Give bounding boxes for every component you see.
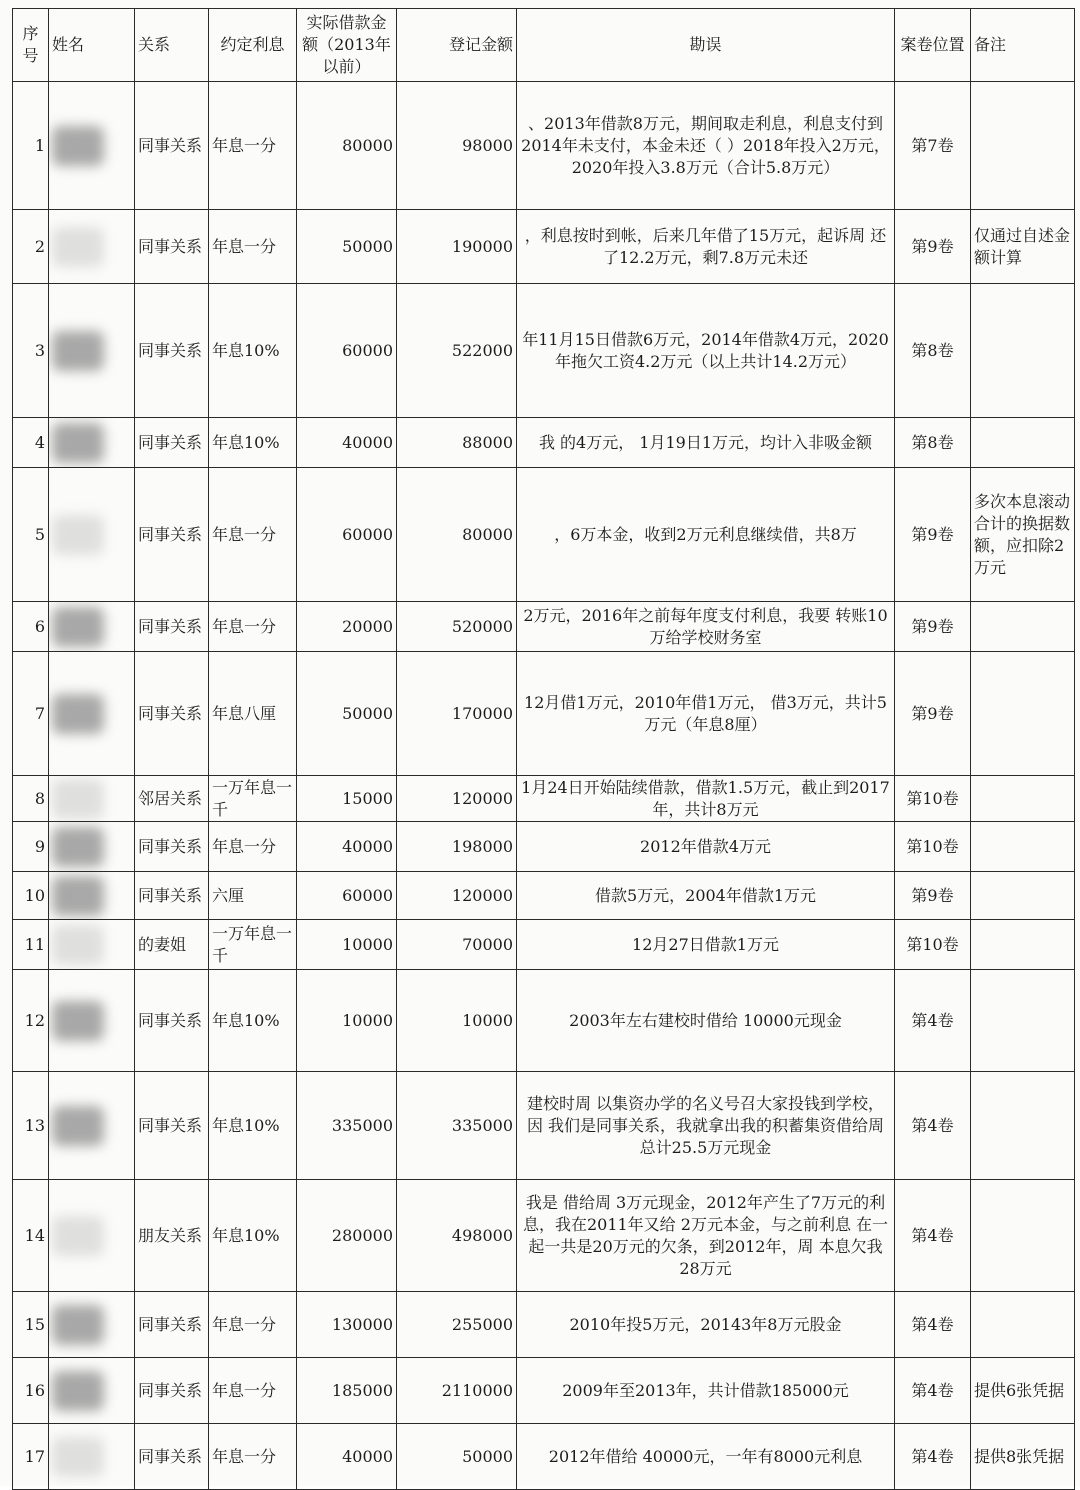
row-interest: 年息一分 <box>209 822 297 872</box>
row-interest: 年息10% <box>209 284 297 418</box>
row-note <box>971 82 1075 210</box>
row-registered: 170000 <box>397 652 517 776</box>
redacted-name <box>52 331 104 371</box>
row-interest: 年息一分 <box>209 1292 297 1358</box>
header-registered: 登记金额 <box>397 9 517 82</box>
row-name <box>49 920 135 970</box>
redacted-name <box>52 694 104 734</box>
row-name <box>49 82 135 210</box>
row-actual: 185000 <box>297 1358 397 1424</box>
row-name <box>49 970 135 1072</box>
row-registered: 255000 <box>397 1292 517 1358</box>
row-name <box>49 1424 135 1490</box>
row-interest: 年息10% <box>209 1072 297 1180</box>
row-volume: 第8卷 <box>895 284 971 418</box>
row-volume: 第9卷 <box>895 210 971 284</box>
row-registered: 50000 <box>397 1424 517 1490</box>
row-name <box>49 1358 135 1424</box>
row-seq: 3 <box>13 284 49 418</box>
row-actual: 335000 <box>297 1072 397 1180</box>
row-note <box>971 872 1075 920</box>
row-survey: 我是 借给周 3万元现金，2012年产生了7万元的利息，我在2011年又给 2万元本金，与之前利息 在一起一共是20万元的欠条，到2012年，周 本息欠我28万元 <box>517 1180 895 1292</box>
row-registered: 80000 <box>397 468 517 602</box>
table-row <box>13 970 1075 1072</box>
header-relation: 关系 <box>135 9 209 82</box>
table-row <box>13 822 1075 872</box>
row-interest: 年息一分 <box>209 1358 297 1424</box>
row-note <box>971 822 1075 872</box>
row-seq: 15 <box>13 1292 49 1358</box>
row-volume: 第9卷 <box>895 468 971 602</box>
row-actual: 15000 <box>297 776 397 822</box>
row-relation: 同事关系 <box>135 1072 209 1180</box>
row-seq: 6 <box>13 602 49 652</box>
row-volume: 第9卷 <box>895 872 971 920</box>
header-interest: 约定利息 <box>209 9 297 82</box>
table-header-row <box>13 9 1075 82</box>
row-name <box>49 1072 135 1180</box>
redacted-name <box>52 126 104 166</box>
row-name <box>49 822 135 872</box>
header-volume: 案卷位置 <box>895 9 971 82</box>
row-volume: 第4卷 <box>895 1424 971 1490</box>
row-note <box>971 1180 1075 1292</box>
row-volume: 第4卷 <box>895 970 971 1072</box>
row-seq: 10 <box>13 872 49 920</box>
table-row <box>13 1358 1075 1424</box>
row-seq: 13 <box>13 1072 49 1180</box>
row-registered: 190000 <box>397 210 517 284</box>
header-seq: 序号 <box>13 9 49 82</box>
redacted-name <box>52 607 104 647</box>
row-note <box>971 970 1075 1072</box>
row-name <box>49 210 135 284</box>
row-note <box>971 1292 1075 1358</box>
row-interest: 年息10% <box>209 418 297 468</box>
table-row <box>13 1424 1075 1490</box>
redacted-name <box>52 1305 104 1345</box>
row-relation: 同事关系 <box>135 652 209 776</box>
row-relation: 同事关系 <box>135 822 209 872</box>
row-interest: 年息八厘 <box>209 652 297 776</box>
row-survey: 建校时周 以集资办学的名义号召大家投钱到学校，因 我们是同事关系，我就拿出我的积蓄集资借给周 总计25.5万元现金 <box>517 1072 895 1180</box>
row-actual: 40000 <box>297 418 397 468</box>
row-seq: 9 <box>13 822 49 872</box>
row-seq: 16 <box>13 1358 49 1424</box>
row-interest: 年息一分 <box>209 82 297 210</box>
row-relation: 同事关系 <box>135 1292 209 1358</box>
row-actual: 280000 <box>297 1180 397 1292</box>
row-survey: 借款5万元，2004年借款1万元 <box>517 872 895 920</box>
row-actual: 50000 <box>297 652 397 776</box>
redacted-name <box>52 876 104 916</box>
redacted-name <box>52 1216 104 1256</box>
table-row <box>13 284 1075 418</box>
row-note <box>971 1072 1075 1180</box>
row-actual: 60000 <box>297 284 397 418</box>
row-registered: 498000 <box>397 1180 517 1292</box>
row-seq: 8 <box>13 776 49 822</box>
row-volume: 第4卷 <box>895 1292 971 1358</box>
row-note <box>971 284 1075 418</box>
row-seq: 5 <box>13 468 49 602</box>
loan-table <box>12 8 1075 1490</box>
row-seq: 14 <box>13 1180 49 1292</box>
table-row <box>13 1072 1075 1180</box>
row-interest: 年息一分 <box>209 1424 297 1490</box>
row-actual: 130000 <box>297 1292 397 1358</box>
row-survey: 2009年至2013年，共计借款185000元 <box>517 1358 895 1424</box>
row-relation: 邻居关系 <box>135 776 209 822</box>
row-note <box>971 602 1075 652</box>
row-seq: 12 <box>13 970 49 1072</box>
row-actual: 80000 <box>297 82 397 210</box>
row-note <box>971 920 1075 970</box>
row-interest: 年息10% <box>209 1180 297 1292</box>
row-relation: 同事关系 <box>135 1358 209 1424</box>
row-relation: 同事关系 <box>135 284 209 418</box>
row-registered: 520000 <box>397 602 517 652</box>
row-seq: 2 <box>13 210 49 284</box>
table-row <box>13 1292 1075 1358</box>
row-volume: 第10卷 <box>895 822 971 872</box>
row-volume: 第7卷 <box>895 82 971 210</box>
header-note: 备注 <box>971 9 1075 82</box>
row-note <box>971 652 1075 776</box>
row-actual: 60000 <box>297 872 397 920</box>
table-row <box>13 210 1075 284</box>
row-registered: 10000 <box>397 970 517 1072</box>
row-name <box>49 284 135 418</box>
row-relation: 同事关系 <box>135 970 209 1072</box>
row-note <box>971 776 1075 822</box>
row-actual: 10000 <box>297 920 397 970</box>
redacted-name <box>52 779 104 819</box>
row-actual: 20000 <box>297 602 397 652</box>
row-note: 提供8张凭据 <box>971 1424 1075 1490</box>
row-relation: 同事关系 <box>135 468 209 602</box>
row-survey: 2010年投5万元，20143年8万元股金 <box>517 1292 895 1358</box>
row-survey: 2万元，2016年之前每年度支付利息，我要 转账10万给学校财务室 <box>517 602 895 652</box>
table-row <box>13 82 1075 210</box>
table-row <box>13 652 1075 776</box>
row-note <box>971 418 1075 468</box>
row-survey: 、2013年借款8万元，期间取走利息，利息支付到2014年未支付，本金未还（ ）2018年投入2万元，2020年投入3.8万元（合计5.8万元） <box>517 82 895 210</box>
row-volume: 第9卷 <box>895 602 971 652</box>
row-survey: 年11月15日借款6万元，2014年借款4万元，2020年拖欠工资4.2万元（以上共计14.2万元） <box>517 284 895 418</box>
row-registered: 120000 <box>397 776 517 822</box>
row-interest: 一万年息一千 <box>209 920 297 970</box>
row-volume: 第10卷 <box>895 776 971 822</box>
row-volume: 第8卷 <box>895 418 971 468</box>
row-volume: 第9卷 <box>895 652 971 776</box>
redacted-name <box>52 227 104 267</box>
row-note: 多次本息滚动合计的换据数额，应扣除2万元 <box>971 468 1075 602</box>
row-name <box>49 652 135 776</box>
header-name: 姓名 <box>49 9 135 82</box>
row-volume: 第4卷 <box>895 1358 971 1424</box>
row-interest: 年息10% <box>209 970 297 1072</box>
row-actual: 50000 <box>297 210 397 284</box>
row-relation: 朋友关系 <box>135 1180 209 1292</box>
row-name <box>49 1292 135 1358</box>
table-row <box>13 1180 1075 1292</box>
row-relation: 同事关系 <box>135 872 209 920</box>
table-row <box>13 468 1075 602</box>
row-registered: 335000 <box>397 1072 517 1180</box>
row-survey: ，6万本金，收到2万元利息继续借，共8万 <box>517 468 895 602</box>
row-name <box>49 468 135 602</box>
redacted-name <box>52 827 104 867</box>
row-interest: 一万年息一千 <box>209 776 297 822</box>
row-interest: 年息一分 <box>209 210 297 284</box>
row-registered: 88000 <box>397 418 517 468</box>
row-relation: 的妻姐 <box>135 920 209 970</box>
row-volume: 第10卷 <box>895 920 971 970</box>
header-survey: 勘误 <box>517 9 895 82</box>
row-note: 仅通过自述金额计算 <box>971 210 1075 284</box>
row-interest: 年息一分 <box>209 602 297 652</box>
row-seq: 11 <box>13 920 49 970</box>
row-relation: 同事关系 <box>135 602 209 652</box>
row-interest: 年息一分 <box>209 468 297 602</box>
row-name <box>49 776 135 822</box>
row-registered: 120000 <box>397 872 517 920</box>
row-volume: 第4卷 <box>895 1180 971 1292</box>
row-registered: 2110000 <box>397 1358 517 1424</box>
row-survey: 12月27日借款1万元 <box>517 920 895 970</box>
row-relation: 同事关系 <box>135 418 209 468</box>
row-survey: 1月24日开始陆续借款，借款1.5万元，截止到2017年，共计8万元 <box>517 776 895 822</box>
row-registered: 98000 <box>397 82 517 210</box>
row-registered: 522000 <box>397 284 517 418</box>
redacted-name <box>52 515 104 555</box>
row-survey: ，利息按时到帐，后来几年借了15万元，起诉周 还了12.2万元，剩7.8万元未还 <box>517 210 895 284</box>
redacted-name <box>52 1106 104 1146</box>
table-row <box>13 920 1075 970</box>
row-relation: 同事关系 <box>135 1424 209 1490</box>
row-survey: 2012年借款4万元 <box>517 822 895 872</box>
table-row <box>13 602 1075 652</box>
row-volume: 第4卷 <box>895 1072 971 1180</box>
row-name <box>49 602 135 652</box>
redacted-name <box>52 1371 104 1411</box>
redacted-name <box>52 423 104 463</box>
row-actual: 40000 <box>297 1424 397 1490</box>
table-row <box>13 418 1075 468</box>
row-seq: 4 <box>13 418 49 468</box>
table-row <box>13 776 1075 822</box>
redacted-name <box>52 1001 104 1041</box>
row-survey: 12月借1万元，2010年借1万元， 借3万元，共计5万元（年息8厘） <box>517 652 895 776</box>
redacted-name <box>52 925 104 965</box>
row-seq: 17 <box>13 1424 49 1490</box>
row-registered: 198000 <box>397 822 517 872</box>
row-note: 提供6张凭据 <box>971 1358 1075 1424</box>
row-survey: 2012年借给 40000元，一年有8000元利息 <box>517 1424 895 1490</box>
row-survey: 2003年左右建校时借给 10000元现金 <box>517 970 895 1072</box>
row-actual: 60000 <box>297 468 397 602</box>
row-name <box>49 1180 135 1292</box>
header-actual: 实际借款金额（2013年以前） <box>297 9 397 82</box>
row-registered: 70000 <box>397 920 517 970</box>
table-row <box>13 872 1075 920</box>
row-interest: 六厘 <box>209 872 297 920</box>
row-seq: 7 <box>13 652 49 776</box>
row-actual: 10000 <box>297 970 397 1072</box>
row-survey: 我 的4万元， 1月19日1万元，均计入非吸金额 <box>517 418 895 468</box>
row-relation: 同事关系 <box>135 82 209 210</box>
row-seq: 1 <box>13 82 49 210</box>
row-name <box>49 418 135 468</box>
row-actual: 40000 <box>297 822 397 872</box>
row-relation: 同事关系 <box>135 210 209 284</box>
redacted-name <box>52 1437 104 1477</box>
row-name <box>49 872 135 920</box>
